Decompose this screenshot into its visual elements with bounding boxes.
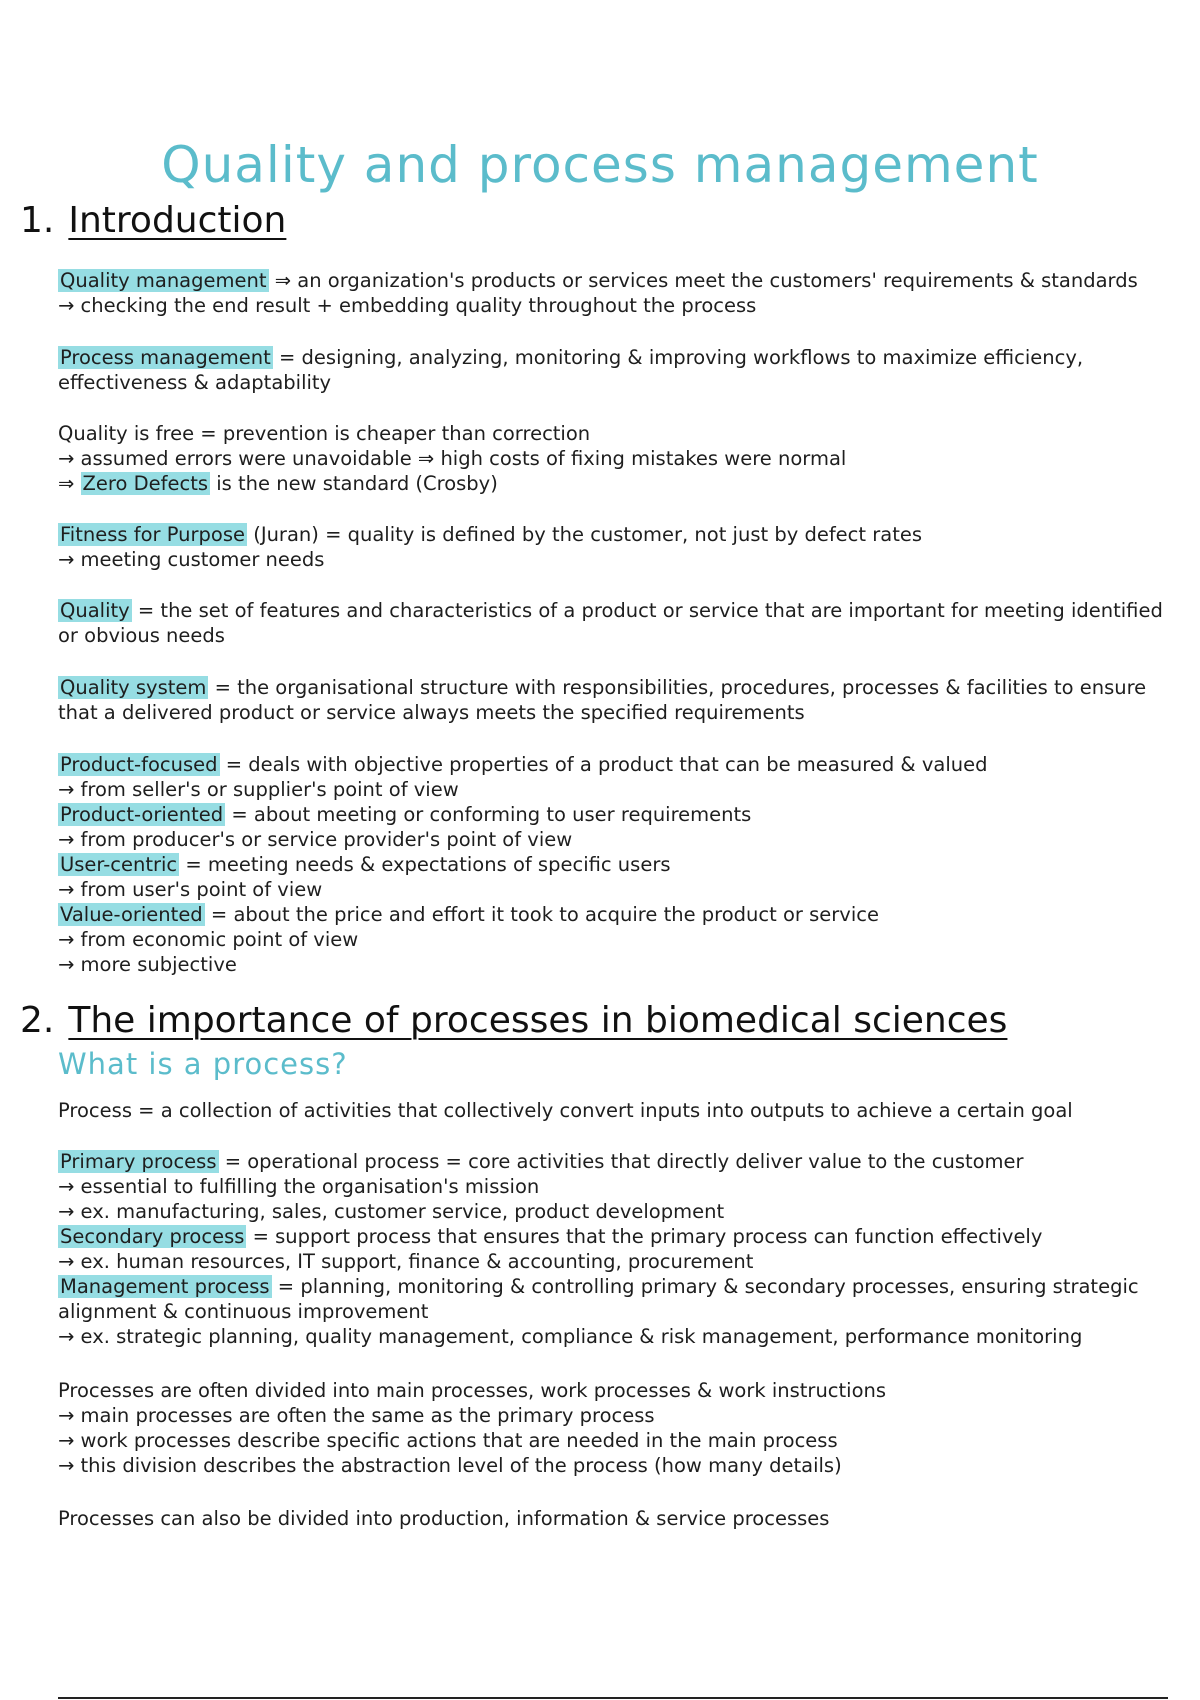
note-block: [58, 421, 1188, 496]
note-block: [58, 598, 1188, 648]
note-line: → assumed errors were unavoidable ⇒ high costs of fixing mistakes were normal: [58, 447, 847, 470]
highlighted-term: Management process: [60, 1275, 270, 1298]
highlighted-term: Quality management: [60, 269, 267, 292]
note-line: → from economic point of view: [58, 928, 359, 951]
footer-divider: [58, 1697, 1168, 1699]
note-line: [58, 598, 1188, 623]
highlighted-term: Quality: [60, 599, 130, 622]
note-line: [58, 1224, 1188, 1249]
note-line: [58, 752, 1188, 777]
note-line: [58, 471, 1188, 496]
highlighted-term: Fitness for Purpose: [60, 523, 246, 546]
definition-text: ⇒ an organization's products or services meet the customers' requirements & standards: [268, 269, 1138, 292]
note-line: → this division describes the abstraction level of the process (how many details): [58, 1454, 842, 1477]
highlighted-term: Product-focused: [60, 753, 218, 776]
note-block: [58, 345, 1188, 395]
note-line: → work processes describe specific actions that are needed in the main process: [58, 1429, 838, 1452]
highlighted-term: Process management: [60, 346, 271, 369]
note-line: Processes are often divided into main processes, work processes & work instructions: [58, 1379, 887, 1402]
definition-text: = meeting needs & expectations of specific users: [179, 853, 671, 876]
definition-text: = planning, monitoring & controlling primary & secondary processes, ensuring strategic: [271, 1275, 1139, 1298]
section-heading-processes: [20, 1000, 1007, 1041]
note-line: [58, 345, 1188, 370]
highlighted-term: Primary process: [60, 1150, 217, 1173]
note-line: → essential to fulfilling the organisation's mission: [58, 1175, 540, 1198]
section-heading-introduction: [20, 200, 286, 241]
note-line: → from producer's or service provider's point of view: [58, 828, 573, 851]
highlighted-term: Quality system: [60, 676, 207, 699]
note-line: Process = a collection of activities that collectively convert inputs into outputs to achieve a certain goal: [58, 1099, 1073, 1122]
note-line: Processes can also be divided into production, information & service processes: [58, 1507, 830, 1530]
note-line: that a delivered product or service always meets the specified requirements: [58, 701, 805, 724]
definition-text: = support process that ensures that the primary process can function effectively: [246, 1225, 1043, 1248]
highlighted-term: Value-oriented: [60, 903, 203, 926]
note-line: → meeting customer needs: [58, 548, 325, 571]
definition-text: = operational process = core activities that directly deliver value to the customer: [218, 1150, 1024, 1173]
arrow-prefix: ⇒: [58, 472, 81, 495]
definition-text: (Juran) = quality is defined by the customer, not just by defect rates: [247, 523, 923, 546]
note-block: [58, 1506, 1188, 1531]
note-block: [58, 1378, 1188, 1478]
highlighted-term: Secondary process: [60, 1225, 245, 1248]
note-line: [58, 902, 1188, 927]
definition-text: is the new standard (Crosby): [210, 472, 498, 495]
highlighted-term: Zero Defects: [82, 472, 209, 495]
definition-text: = about meeting or conforming to user requirements: [225, 803, 752, 826]
note-block: [58, 675, 1188, 725]
definition-text: = designing, analyzing, monitoring & improving workflows to maximize efficiency,: [272, 346, 1084, 369]
note-line: alignment & continuous improvement: [58, 1300, 429, 1323]
note-block: [58, 1149, 1188, 1349]
note-line: [58, 522, 1188, 547]
note-line: [58, 1274, 1188, 1299]
note-line: → from seller's or supplier's point of view: [58, 778, 459, 801]
note-line: [58, 268, 1188, 293]
note-line: → ex. human resources, IT support, finance & accounting, procurement: [58, 1250, 754, 1273]
note-line: → ex. strategic planning, quality management, compliance & risk management, performance monitoring: [58, 1325, 1083, 1348]
note-line: → from user's point of view: [58, 878, 323, 901]
note-line: [58, 852, 1188, 877]
note-line: [58, 675, 1188, 700]
definition-text: = the set of features and characteristics of a product or service that are important for meeting identified: [131, 599, 1163, 622]
note-block: [58, 522, 1188, 572]
section-number: 1.: [20, 200, 55, 241]
note-line: → more subjective: [58, 953, 237, 976]
note-line: Quality is free = prevention is cheaper than correction: [58, 422, 591, 445]
highlighted-term: Product-oriented: [60, 803, 224, 826]
note-line: → main processes are often the same as the primary process: [58, 1404, 655, 1427]
section-number: 2.: [20, 1000, 55, 1041]
note-line: → ex. manufacturing, sales, customer service, product development: [58, 1200, 725, 1223]
section-heading-text: Introduction: [68, 200, 287, 241]
definition-text: = about the price and effort it took to acquire the product or service: [204, 903, 879, 926]
note-line: effectiveness & adaptability: [58, 371, 332, 394]
note-block: [58, 1098, 1188, 1123]
note-block: [58, 752, 1188, 977]
subheading-what-is-a-process: What is a process?: [58, 1047, 348, 1081]
section-heading-text: The importance of processes in biomedical sciences: [68, 1000, 1008, 1041]
note-line: or obvious needs: [58, 624, 225, 647]
note-line: → checking the end result + embedding quality throughout the process: [58, 294, 757, 317]
note-block: [58, 268, 1188, 318]
highlighted-term: User-centric: [60, 853, 178, 876]
definition-text: = the organisational structure with responsibilities, procedures, processes & facilities to ensure: [208, 676, 1147, 699]
definition-text: = deals with objective properties of a product that can be measured & valued: [219, 753, 988, 776]
note-line: [58, 802, 1188, 827]
page-title: Quality and process management: [161, 136, 1039, 194]
note-line: [58, 1149, 1188, 1174]
